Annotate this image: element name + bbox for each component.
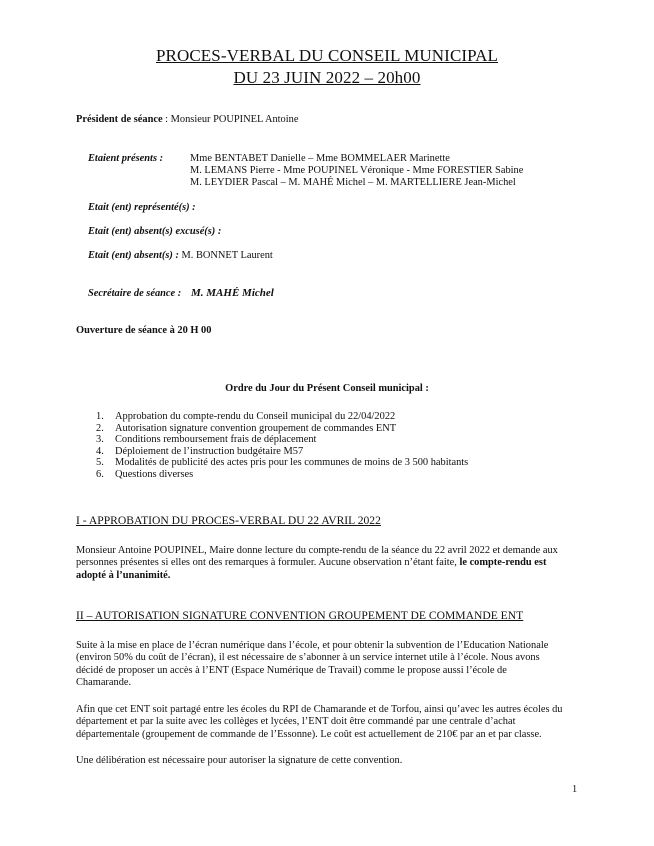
agenda-item-text: Modalités de publicité des actes pris pour les communes de moins de 3 500 habitants bbox=[115, 457, 469, 469]
section2-paragraph-1 bbox=[76, 640, 584, 690]
section1-line2-bold: le compte-rendu est bbox=[459, 557, 547, 569]
section2-p3-line: Une délibération est nécessaire pour autoriser la signature de cette convention. bbox=[76, 755, 403, 766]
agenda-item-number: 6. bbox=[96, 468, 104, 480]
secretary-label: Secrétaire de séance : bbox=[88, 288, 182, 299]
agenda-item-number: 5. bbox=[96, 457, 104, 469]
section1-line2-text: personnes présentes si elles ont des remarques à formuler. Aucune observation n’étant faite, bbox=[76, 557, 460, 569]
agenda-item-text: Approbation du compte-rendu du Conseil municipal du 22/04/2022 bbox=[115, 411, 396, 422]
agenda-item-number: 2. bbox=[96, 422, 104, 434]
president-label: Président de séance bbox=[76, 114, 163, 125]
document-title-line1: PROCES-VERBAL DU CONSEIL MUNICIPAL bbox=[155, 46, 498, 65]
section2-paragraph-2 bbox=[76, 704, 584, 741]
section2-paragraph-3 bbox=[76, 755, 584, 767]
presents-line: Mme BENTABET Danielle – Mme BOMMELAER Marinette bbox=[190, 153, 450, 164]
agenda-item-text: Déploiement de l’instruction budgétaire M57 bbox=[115, 445, 304, 457]
section2-heading: II – AUTORISATION SIGNATURE CONVENTION GROUPEMENT DE COMMANDE ENT bbox=[76, 609, 524, 622]
represented-label: Etait (ent) représenté(s) : bbox=[88, 202, 196, 213]
president-row bbox=[76, 114, 298, 125]
excused-label: Etait (ent) absent(s) excusé(s) : bbox=[88, 226, 222, 237]
agenda-item-text: Conditions remboursement frais de déplacement bbox=[115, 434, 317, 446]
section1-heading: I - APPROBATION DU PROCES-VERBAL DU 22 AVRIL 2022 bbox=[76, 514, 381, 527]
section2-p1-line: Suite à la mise en place de l’écran numérique dans l’école, et pour obtenir la subvention de l’Education Nationale bbox=[76, 640, 549, 651]
opening-text: Ouverture de séance à 20 H 00 bbox=[76, 325, 212, 336]
absent-row bbox=[88, 250, 273, 261]
agenda-item-number: 1. bbox=[96, 411, 104, 422]
presents-list bbox=[190, 153, 523, 190]
section2-p2-line: département et par la suite avec les collèges et lycées, l’ENT doit être commandé par une centrale d’achat bbox=[76, 716, 516, 728]
absent-label: Etait (ent) absent(s) : bbox=[88, 250, 179, 261]
agenda-item-number: 3. bbox=[96, 434, 104, 446]
section1-paragraph bbox=[76, 545, 584, 582]
section2-p1-line: (environ 50% du coût de l’écran), il est nécessaire de s’abonner à un service internet utile à l’école. Nous avons bbox=[76, 652, 540, 664]
absent-value: M. BONNET Laurent bbox=[178, 250, 273, 261]
presents-line: M. LEYDIER Pascal – M. MAHÉ Michel – M. MARTELLIERE Jean-Michel bbox=[190, 177, 516, 189]
president-value: Monsieur POUPINEL Antoine bbox=[170, 114, 299, 125]
agenda-heading: Ordre du Jour du Présent Conseil municipal : bbox=[225, 383, 429, 394]
presents-line: M. LEMANS Pierre - Mme POUPINEL Véronique - Mme FORESTIER Sabine bbox=[190, 165, 524, 177]
document-title-line2: DU 23 JUIN 2022 – 20h00 bbox=[233, 68, 421, 87]
section1-line bbox=[76, 557, 584, 569]
secretary-value: M. MAHÉ Michel bbox=[191, 287, 274, 299]
section1-line: Monsieur Antoine POUPINEL, Maire donne lecture du compte-rendu de la séance du 22 avril 2022 et demande aux bbox=[76, 545, 558, 556]
section2-p1-line: Chamarande. bbox=[76, 677, 132, 689]
section2-p2-line: Afin que cet ENT soit partagé entre les écoles du RPI de Chamarande et de Torfou, ainsi qu’avec les autres écoles du bbox=[76, 704, 563, 715]
president-separator: : bbox=[162, 114, 171, 125]
page-number: 1 bbox=[572, 784, 578, 795]
presents-label: Etaient présents : bbox=[88, 153, 164, 164]
section2-p1-line: décidé de proposer un accès à l’ENT (Espace Numérique de Travail) comme le propose aussi l’école de bbox=[76, 664, 507, 676]
agenda-item-number: 4. bbox=[96, 445, 104, 457]
agenda-item-text: Autorisation signature convention groupement de commandes ENT bbox=[115, 422, 397, 434]
agenda-item-text: Questions diverses bbox=[115, 468, 194, 480]
section1-line3-bold: adopté à l’unanimité. bbox=[76, 569, 171, 581]
section2-p2-line: départementale (groupement de commande de l’Essonne). Le coût est actuellement de 210€ par an et par classe. bbox=[76, 728, 542, 740]
